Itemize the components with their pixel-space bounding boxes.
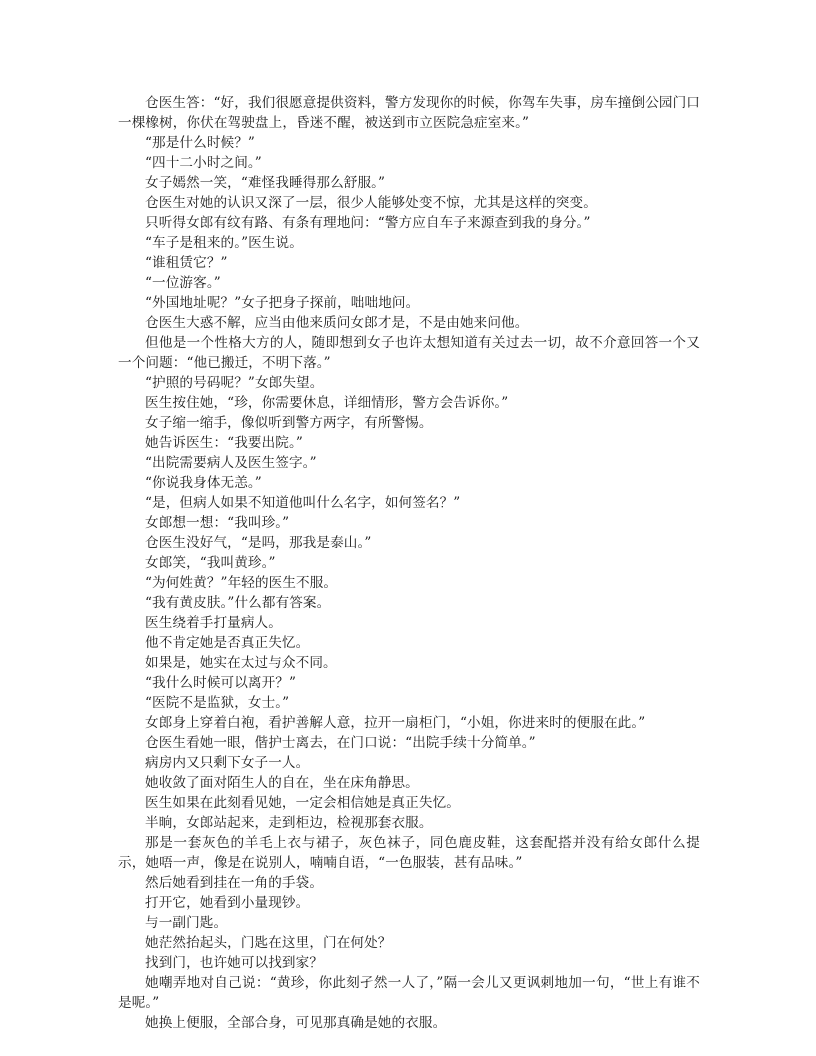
- paragraph: 女郎身上穿着白袍，看护善解人意，拉开一扇柜门，“小姐，你进来时的便服在此。”: [145, 715, 646, 731]
- paragraph: “我什么时候可以离开？”: [145, 675, 297, 691]
- paragraph: “一位游客。”: [145, 275, 221, 291]
- paragraph: “四十二小时之间。”: [145, 155, 262, 171]
- paragraph: 如果是，她实在太过与众不同。: [145, 655, 337, 671]
- paragraph: 医生按住她，“珍，你需要休息，详细情形，警方会告诉你。”: [145, 395, 509, 411]
- paragraph: 女郎想一想：“我叫珍。”: [145, 515, 290, 531]
- paragraph: “医院不是监狱，女士。”: [145, 695, 290, 711]
- paragraph: “谁租赁它？”: [145, 255, 228, 271]
- paragraph: “为何姓黄？”年轻的医生不服。: [145, 575, 338, 591]
- paragraph: 医生如果在此刻看见她，一定会相信她是真正失忆。: [145, 795, 460, 811]
- paragraph: 仓医生答：“好，我们很愿意提供资料，警方发现你的时候，你驾车失事，房车撞倒公园门口一棵橡树，你伏在驾驶盘上，昏迷不醒，被送到市立医院急症室来。”: [118, 95, 700, 131]
- paragraph: 仓医生大惑不解，应当由他来质问女郎才是，不是由她来问他。: [145, 315, 529, 331]
- paragraph: “护照的号码呢？”女郎失望。: [145, 375, 324, 391]
- paragraph: 她换上便服，全部合身，可见那真确是她的衣服。: [145, 1015, 447, 1031]
- paragraph: 医生绕着手打量病人。: [145, 615, 282, 631]
- paragraph: “车子是租来的。”医生说。: [145, 235, 303, 251]
- paragraph: “那是什么时候？”: [145, 135, 255, 151]
- paragraph: 然后她看到挂在一角的手袋。: [145, 875, 324, 891]
- paragraph: 女子缩一缩手，像似听到警方两字，有所警惕。: [145, 415, 433, 431]
- paragraph: 仓医生看她一眼，偕护士离去，在门口说：“出院手续十分简单。”: [145, 735, 536, 751]
- paragraph: “是，但病人如果不知道他叫什么名字，如何签名？”: [145, 495, 461, 511]
- paragraph: 找到门，也许她可以找到家？: [145, 955, 324, 971]
- paragraph: 她告诉医生：“我要出院。”: [145, 435, 303, 451]
- paragraph: “出院需要病人及医生签字。”: [145, 455, 317, 471]
- paragraph: “外国地址呢？”女子把身子探前，咄咄地问。: [145, 295, 420, 311]
- paragraph: 与一副门匙。: [145, 915, 228, 931]
- paragraph: 打开它，她看到小量现钞。: [145, 895, 310, 911]
- document-page: [118, 93, 700, 1033]
- paragraph: 病房内又只剩下女子一人。: [145, 755, 310, 771]
- paragraph: 半晌，女郎站起来，走到柜边，检视那套衣服。: [145, 815, 433, 831]
- paragraph: 女子嫣然一笑，“难怪我睡得那么舒服。”: [145, 175, 386, 191]
- paragraph: “我有黄皮肤。”什么都有答案。: [145, 595, 331, 611]
- paragraph: “你说我身体无恙。”: [145, 475, 262, 491]
- paragraph: 只听得女郎有纹有路、有条有理地问：“警方应自车子来源查到我的身分。”: [145, 215, 591, 231]
- paragraph: 她嘲弄地对自己说：“黄珍，你此刻孑然一人了，”隔一会儿又更讽刺地加一句，“世上有谁不是呢。”: [118, 975, 700, 1011]
- paragraph: 他不肯定她是否真正失忆。: [145, 635, 310, 651]
- paragraph: 她收敛了面对陌生人的自在，坐在床角静思。: [145, 775, 419, 791]
- paragraph: 仓医生没好气，“是吗，那我是泰山。”: [145, 535, 372, 551]
- paragraph: 仓医生对她的认识又深了一层，很少人能够处变不惊，尤其是这样的突变。: [145, 195, 597, 211]
- paragraph: 那是一套灰色的羊毛上衣与裙子，灰色袜子，同色鹿皮鞋，这套配搭并没有给女郎什么提示，她唔一声，像是在说别人，喃喃自语，“一色服装，甚有品味。”: [118, 835, 700, 871]
- paragraph: 她茫然抬起头，门匙在这里，门在何处？: [145, 935, 392, 951]
- paragraph: 女郎笑，“我叫黄珍。”: [145, 555, 276, 571]
- paragraph: 但他是一个性格大方的人，随即想到女子也许太想知道有关过去一切，故不介意回答一个又一个问题：“他已搬迁，不明下落。”: [118, 335, 700, 371]
